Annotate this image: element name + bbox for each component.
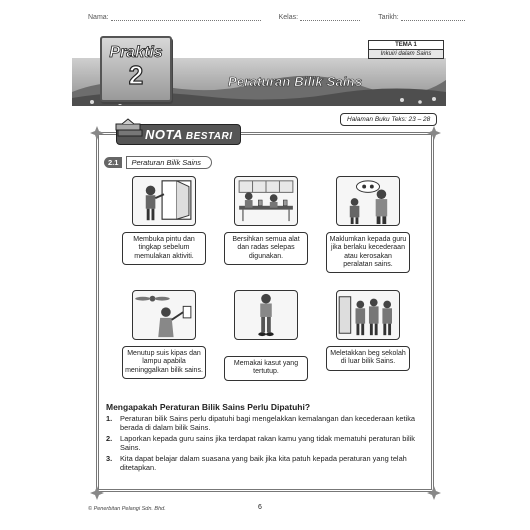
- tema-box: [368, 40, 444, 59]
- praktis-badge: [100, 36, 172, 102]
- tarikh-blank[interactable]: [401, 14, 465, 21]
- bags-outside-icon: [336, 290, 400, 340]
- rule-text: Maklumkan kepada guru jika berlaku kecederaan atau kerosakan peralatan sains.: [326, 232, 410, 273]
- page-number: 6: [258, 504, 262, 511]
- rule-text: Menutup suis kipas dan lampu apabila meninggalkan bilik sains.: [122, 346, 206, 379]
- list-number: 3.: [106, 454, 113, 464]
- nota-label: NOTA: [145, 127, 183, 142]
- list-item: [106, 455, 424, 472]
- books-icon: [114, 118, 144, 142]
- nota-bestari-header: [116, 124, 241, 145]
- question-heading: Mengapakah Peraturan Bilik Sains Perlu Dipatuhi?: [106, 402, 311, 412]
- rule-text: Membuka pintu dan tingkap sebelum memulakan aktiviti.: [122, 232, 206, 265]
- corner-ornament-icon: [90, 486, 104, 500]
- nama-label: Nama:: [88, 14, 109, 21]
- tarikh-label: Tarikh:: [378, 14, 399, 21]
- section-title: Peraturan Bilik Sains: [126, 156, 212, 169]
- corner-ornament-icon: [427, 126, 441, 140]
- tema-subtitle: Inkuiri dalam Sains: [368, 50, 444, 59]
- rule-text: Meletakkan beg sekolah di luar bilik Sains.: [326, 346, 410, 371]
- nama-blank[interactable]: [111, 14, 261, 21]
- page-title: Peraturan Bilik Sains: [228, 74, 363, 89]
- list-item: [106, 415, 424, 432]
- list-text: Laporkan kepada guru sains jika terdapat rakan kamu yang tidak mematuhi peraturan bilik Sains.: [120, 434, 415, 452]
- list-item: [106, 435, 424, 452]
- publisher-credit: © Penerbitan Pelangi Sdn. Bhd.: [88, 506, 166, 512]
- rule-text: Bersihkan semua alat dan radas selepas digunakan.: [224, 232, 308, 265]
- open-window-icon: [132, 176, 196, 226]
- inform-teacher-icon: [336, 176, 400, 226]
- list-text: Peraturan bilik Sains perlu dipatuhi bagi mengelakkan kemalangan dan kecederaan ketika berada di dalam bilik Sains.: [120, 414, 415, 432]
- switch-off-icon: [132, 290, 196, 340]
- nama-field[interactable]: [88, 14, 261, 21]
- praktis-label: Praktis: [109, 44, 163, 61]
- tarikh-field[interactable]: [378, 14, 465, 21]
- list-number: 2.: [106, 434, 113, 444]
- bestari-label: BESTARI: [185, 131, 233, 142]
- rule-text: Memakai kasut yang tertutup.: [224, 356, 308, 381]
- answer-list: [106, 415, 424, 476]
- section-heading: [104, 156, 212, 169]
- kelas-label: Kelas:: [278, 14, 299, 21]
- praktis-number: 2: [128, 60, 144, 90]
- list-number: 1.: [106, 414, 113, 423]
- kelas-field[interactable]: [279, 14, 360, 21]
- tema-label: TEMA 1: [368, 40, 444, 50]
- textbook-page-ref: Halaman Buku Teks: 23 – 28: [340, 113, 437, 126]
- corner-ornament-icon: [427, 486, 441, 500]
- closed-shoes-icon: [234, 290, 298, 340]
- clean-apparatus-icon: [234, 176, 298, 226]
- list-text: Kita dapat belajar dalam suasana yang baik jika kita patuh kepada peraturan yang telah ditetapkan.: [120, 454, 407, 472]
- corner-ornament-icon: [90, 126, 104, 140]
- kelas-blank[interactable]: [300, 14, 360, 21]
- student-info-line: [88, 14, 510, 21]
- section-number: 2.1: [104, 157, 122, 168]
